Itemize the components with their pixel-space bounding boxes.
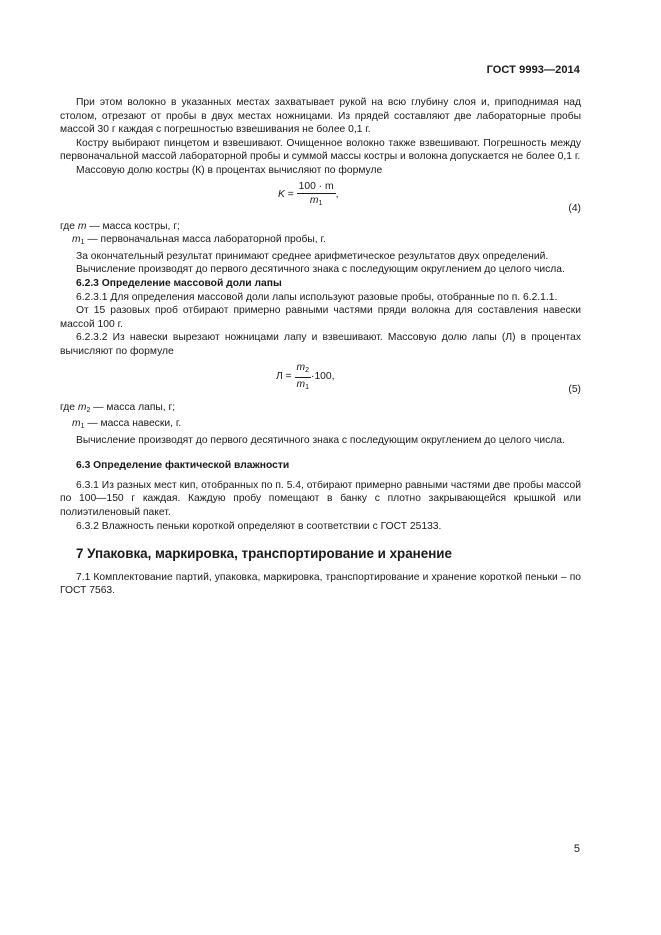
where-m1-portion: $m_1$ — масса навески, г. — [72, 418, 182, 431]
paragraph-rounding-2: Вычисление производят до первого десятичного знака с последующим округлением до целого числа. — [76, 434, 565, 446]
page-body — [60, 96, 581, 598]
paragraph-6-2-3-2: 6.2.3.2 Из навески вырезают ножницами лапу и взвешивают. Массовую долю лапы (Л) в процентах вычисляют по формуле — [60, 332, 581, 357]
formula-5-fraction — [295, 361, 311, 394]
where-m: где m — масса костры, г; — [60, 220, 180, 232]
formula-4 — [60, 180, 581, 218]
paragraph-7-1: 7.1 Комплектование партий, упаковка, маркировка, транспортирование и хранение короткой пеньки – по ГОСТ 7563. — [60, 571, 581, 597]
paragraph-15-samples: От 15 разовых проб отбирают примерно равными частями пряди волокна для составления навески массой 100 г. — [60, 305, 581, 330]
formula-4-lhs: K — [278, 188, 285, 200]
formula-4-numerator: 100 · m — [298, 180, 334, 192]
formula-5 — [60, 361, 581, 399]
formula-5-tail: ·100, — [311, 371, 335, 383]
document-code-header: ГОСТ 9993—2014 — [486, 64, 580, 76]
subsection-6-3-title: 6.3 Определение фактической влажности — [76, 460, 290, 472]
page-number: 5 — [573, 843, 580, 855]
formula-5-lhs: Л — [276, 371, 283, 383]
formula-4-tail: , — [335, 188, 339, 200]
paragraph-6-3-1: 6.3.1 Из разных мест кип, отобранных по п. 5.4, отбирают примерно равными частями две пробы массой по 100—150 г каждая. Каждую пробу помещают в банку с плотно закрывающейся крышкой или полиэтиленовый пакет. — [60, 479, 581, 519]
formula-5-numerator: $m_2$ — [295, 361, 311, 378]
formula-4-fraction — [297, 180, 336, 210]
where-m2: где $m_2$ — масса лапы, г; — [60, 401, 176, 414]
formula-5-number: (5) — [568, 383, 581, 395]
formula-5-equals: = — [285, 371, 292, 383]
subsection-6-2-3-title: 6.2.3 Определение массовой доли лапы — [76, 277, 282, 289]
where-m1-sample: $m_1$ — первоначальная масса лабораторной пробы, г. — [72, 234, 326, 247]
formula-4-denominator: $m_1$ — [309, 194, 323, 207]
formula-5-denominator: $m_1$ — [296, 378, 310, 391]
paragraph-6-2-3-1: 6.2.3.1 Для определения массовой доли лапы используют разовые пробы, отобранные по п. 6.2.1.1. — [76, 291, 558, 303]
paragraph-fiber-sampling: При этом волокно в указанных местах захватывает рукой на всю глубину слоя и, приподнимая над столом, отрезают от пробы в двух местах ножницами. Из прядей составляют две лабораторные пробы массой 30 г каждая с погрешностью взвешивания не более 0,1 г. — [60, 97, 581, 136]
paragraph-rounding-1: Вычисление производят до первого десятичного знака с последующим округлением до целого числа. — [76, 264, 565, 276]
paragraph-shive-formula-intro: Массовую долю костры (К) в процентах вычисляют по формуле — [76, 164, 383, 176]
formula-4-equals: = — [287, 188, 294, 200]
section-7-title: 7 Упаковка, маркировка, транспортирование и хранение — [76, 546, 452, 562]
paragraph-final-result: За окончательный результат принимают среднее арифметическое результатов двух определений. — [76, 250, 549, 262]
paragraph-shive-weighing: Костру выбирают пинцетом и взвешивают. Очищенное волокно также взвешивают. Погрешность между первоначальной массой лабораторной пробы и суммой массы костры и волокна допускается не более 0,1 г. — [60, 137, 581, 163]
formula-4-number: (4) — [568, 202, 581, 214]
paragraph-6-3-2: 6.3.2 Влажность пеньки короткой определяют в соответствии с ГОСТ 25133. — [76, 520, 442, 532]
